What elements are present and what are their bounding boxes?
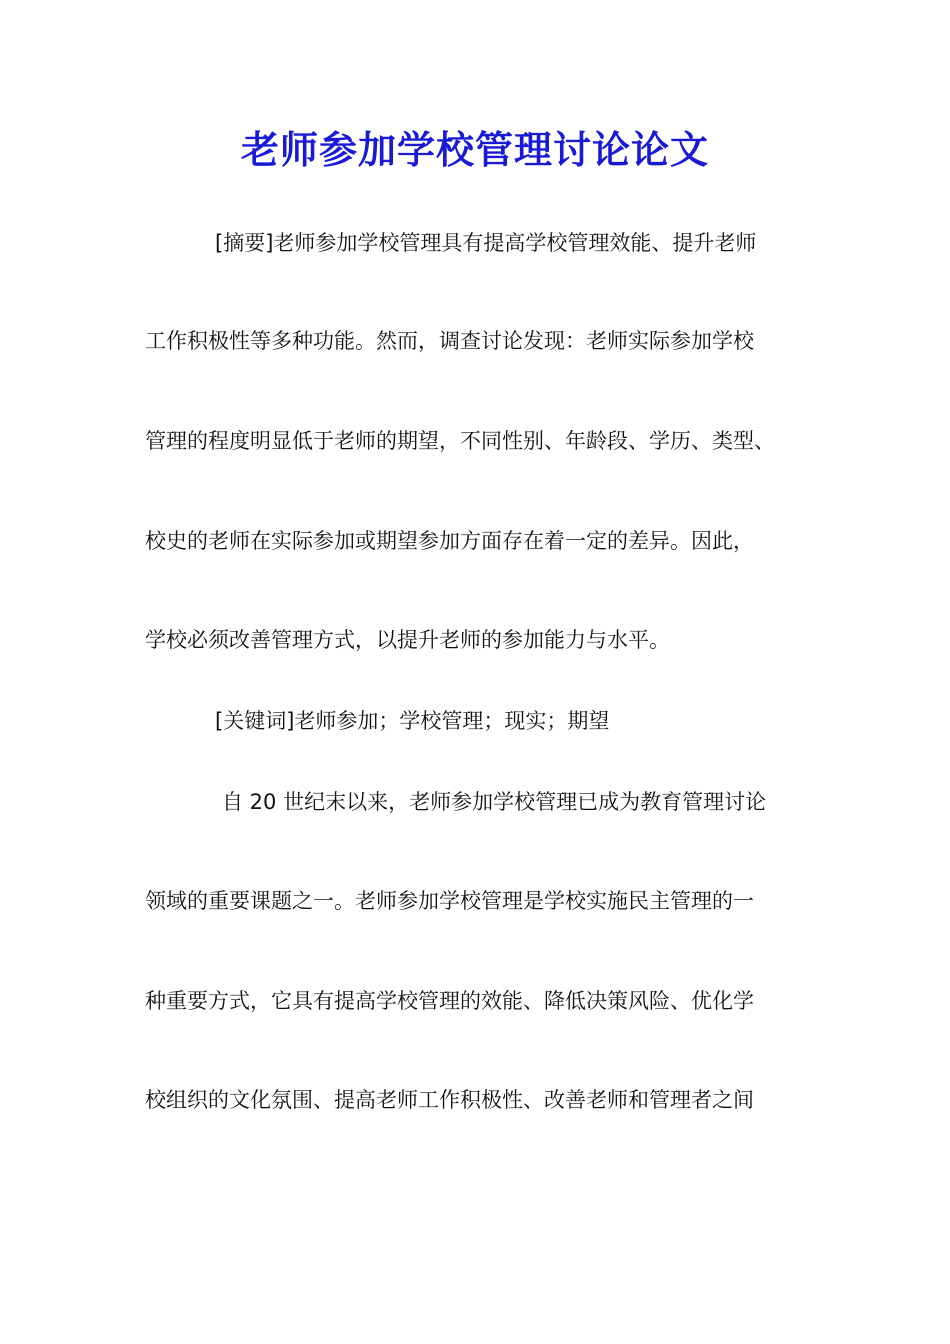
abstract-line: [摘要]老师参加学校管理具有提高学校管理效能、提升老师 bbox=[215, 231, 757, 255]
keywords-line: [关键词]老师参加；学校管理；现实；期望 bbox=[215, 709, 610, 733]
abstract-line: 校史的老师在实际参加或期望参加方面存在着一定的差异。因此， bbox=[145, 529, 754, 553]
body-line: 校组织的文化氛围、提高老师工作积极性、改善老师和管理者之间 bbox=[145, 1088, 754, 1112]
abstract-line: 学校必须改善管理方式，以提升老师的参加能力与水平。 bbox=[145, 628, 670, 652]
body-line: 种重要方式，它具有提高学校管理的效能、降低决策风险、优化学 bbox=[145, 989, 754, 1013]
body-line: 自 20 世纪末以来，老师参加学校管理已成为教育管理讨论 bbox=[222, 790, 767, 814]
abstract-line: 管理的程度明显低于老师的期望，不同性别、年龄段、学历、类型、 bbox=[145, 429, 775, 453]
abstract-line: 工作积极性等多种功能。然而，调查讨论发现：老师实际参加学校 bbox=[145, 329, 754, 353]
document-title: 老师参加学校管理讨论论文 bbox=[240, 127, 709, 172]
body-line: 领域的重要课题之一。老师参加学校管理是学校实施民主管理的一 bbox=[145, 889, 754, 913]
